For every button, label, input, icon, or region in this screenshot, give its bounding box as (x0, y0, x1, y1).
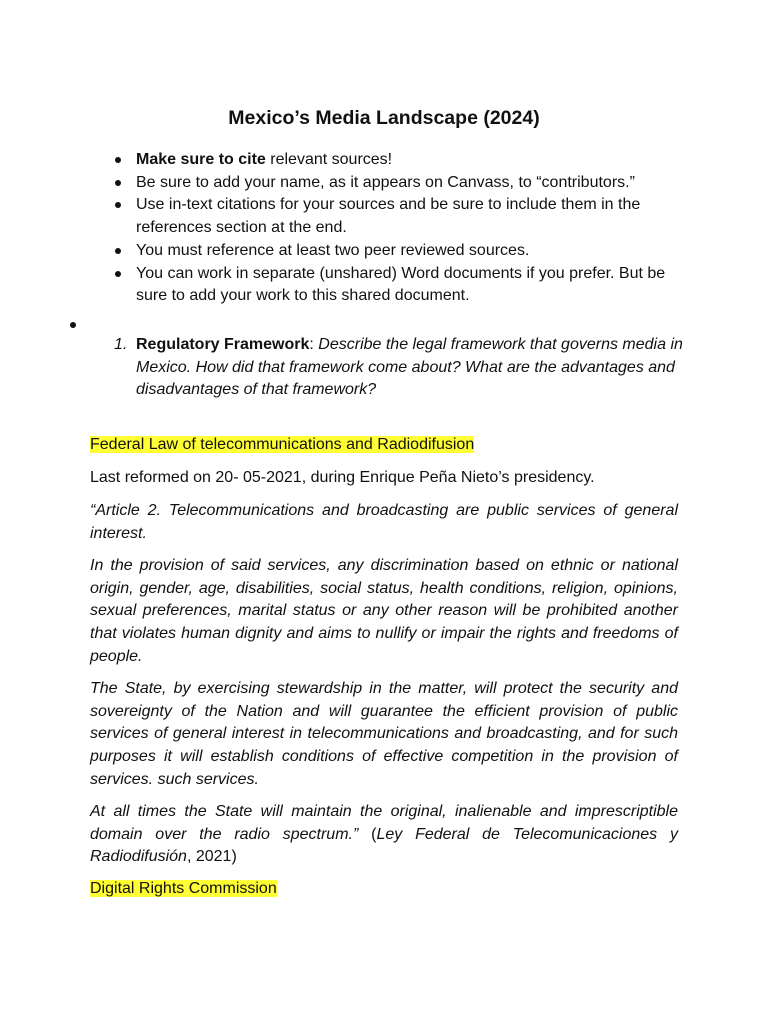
highlighted-heading-text: Federal Law of telecommunications and Radiodifusion (90, 436, 475, 453)
question-label: Regulatory Framework (136, 336, 310, 353)
instruction-text: You can work in separate (unshared) Word documents if you prefer. But be sure to add your work to this shared document. (136, 264, 666, 305)
quote-paragraph: The State, by exercising stewardship in the matter, will protect the security and sovereignty of the Nation and will guarantee the efficient provision of public services of general interest in telecommunications and broadcasting, and for such purposes it will establish conditions of effective competition in the provision of services. such services. (90, 680, 678, 788)
instruction-text: relevant sources! (265, 151, 393, 168)
citation-source: Ley Federal de Telecomunicaciones y Radiodifusión (90, 825, 678, 866)
question-item (114, 334, 686, 402)
instruction-item (136, 149, 696, 172)
question-colon: : (309, 336, 319, 353)
instruction-bold: Make sure to cite (136, 151, 266, 168)
instruction-item (136, 240, 696, 263)
instruction-item (136, 263, 696, 308)
quote-paragraph: “Article 2. Telecommunications and broadcasting are public services of general interest. (90, 502, 678, 542)
reform-note: Last reformed on 20- 05-2021, during Enrique Peña Nieto’s presidency. (90, 469, 595, 486)
instruction-item (136, 194, 696, 239)
highlighted-heading-text: Digital Rights Commission (90, 880, 277, 897)
instruction-list (136, 149, 696, 308)
citation-close: , 2021) (186, 848, 237, 866)
quote-paragraph-with-citation (90, 801, 678, 869)
empty-bullet-marker (70, 322, 76, 328)
section-heading (90, 878, 277, 900)
document-title: Mexico’s Media Landscape (2024) (228, 107, 540, 129)
question-number: 1. (114, 336, 128, 353)
citation-open: ( (358, 825, 377, 843)
quote-text: At all times the State will maintain the original, inalienable and imprescriptible domain over the radio spectrum.” (90, 803, 678, 843)
quote-paragraph: In the provision of said services, any discrimination based on ethnic or national origin, gender, age, disabilities, social status, health conditions, religion, opinions, sexual preferences, marital status or any other reason will be prohibited another that violates human dignity and aims to nullify or impair the rights and freedoms of people. (90, 557, 678, 665)
instruction-item (136, 172, 696, 195)
instruction-text: Use in-text citations for your sources and be sure to include them in the references section at the end. (136, 196, 641, 237)
section-heading (90, 434, 474, 456)
instruction-text: Be sure to add your name, as it appears on Canvass, to “contributors.” (136, 173, 635, 191)
question-prompt: Describe the legal framework that governs media in Mexico. How did that framework come about? What are the advantages and disadvantages of that framework? (136, 336, 683, 399)
instruction-text: You must reference at least two peer reviewed sources. (136, 241, 530, 259)
